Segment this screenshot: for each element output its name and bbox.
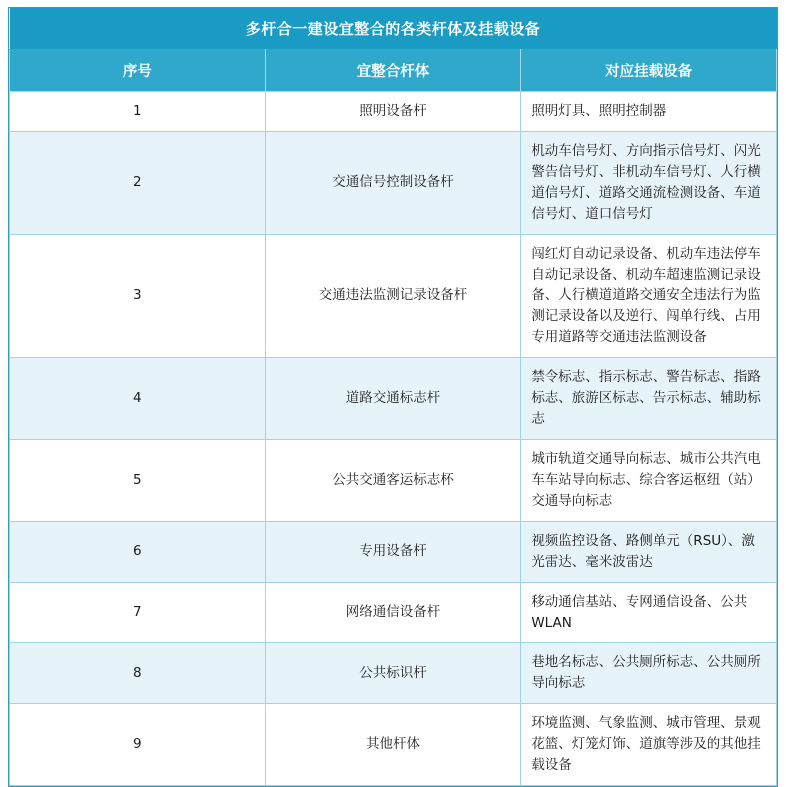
table-row [10, 643, 777, 704]
row-pole: 其他杆体 [265, 704, 521, 786]
column-header-devices: 对应挂载设备 [521, 50, 777, 92]
row-pole: 专用设备杆 [265, 521, 521, 582]
pole-integration-table-container [8, 7, 778, 787]
row-index: 4 [10, 358, 266, 440]
column-header-pole: 宜整合杆体 [265, 50, 521, 92]
row-index: 2 [10, 131, 266, 234]
row-pole: 网络通信设备杆 [265, 582, 521, 643]
row-index: 7 [10, 582, 266, 643]
table-row [10, 234, 777, 358]
row-pole: 交通违法监测记录设备杆 [265, 234, 521, 358]
row-devices: 视频监控设备、路侧单元（RSU）、激光雷达、毫米波雷达 [521, 521, 777, 582]
column-header-index: 序号 [10, 50, 266, 92]
row-devices: 城市轨道交通导向标志、城市公共汽电车车站导向标志、综合客运枢纽（站）交通导向标志 [521, 439, 777, 521]
row-pole: 交通信号控制设备杆 [265, 131, 521, 234]
row-index: 1 [10, 92, 266, 132]
row-devices: 照明灯具、照明控制器 [521, 92, 777, 132]
row-pole: 照明设备杆 [265, 92, 521, 132]
row-pole: 公共标识杆 [265, 643, 521, 704]
row-devices: 机动车信号灯、方向指示信号灯、闪光警告信号灯、非机动车信号灯、人行横道信号灯、道路交通流检测设备、车道信号灯、道口信号灯 [521, 131, 777, 234]
row-index: 9 [10, 704, 266, 786]
table-body [10, 92, 777, 786]
row-devices: 移动通信基站、专网通信设备、公共 WLAN [521, 582, 777, 643]
row-devices: 巷地名标志、公共厕所标志、公共厕所导向标志 [521, 643, 777, 704]
table-title-row [10, 8, 777, 50]
row-index: 3 [10, 234, 266, 358]
table-title: 多杆合一建设宜整合的各类杆体及挂载设备 [10, 8, 777, 50]
table-row [10, 439, 777, 521]
table-row [10, 131, 777, 234]
row-pole: 道路交通标志杆 [265, 358, 521, 440]
row-index: 5 [10, 439, 266, 521]
pole-integration-table [9, 8, 777, 786]
table-header [10, 8, 777, 92]
row-index: 8 [10, 643, 266, 704]
table-row [10, 92, 777, 132]
table-row [10, 521, 777, 582]
row-devices: 闯红灯自动记录设备、机动车违法停车自动记录设备、机动车超速监测记录设备、人行横道道路交通安全违法行为监测记录设备以及逆行、闯单行线、占用专用道路等交通违法监测设备 [521, 234, 777, 358]
table-row [10, 358, 777, 440]
table-row [10, 582, 777, 643]
row-index: 6 [10, 521, 266, 582]
row-pole: 公共交通客运标志杯 [265, 439, 521, 521]
table-row [10, 704, 777, 786]
table-column-header-row [10, 50, 777, 92]
row-devices: 环境监测、气象监测、城市管理、景观花篮、灯笼灯饰、道旗等涉及的其他挂载设备 [521, 704, 777, 786]
row-devices: 禁令标志、指示标志、警告标志、指路标志、旅游区标志、告示标志、辅助标志 [521, 358, 777, 440]
